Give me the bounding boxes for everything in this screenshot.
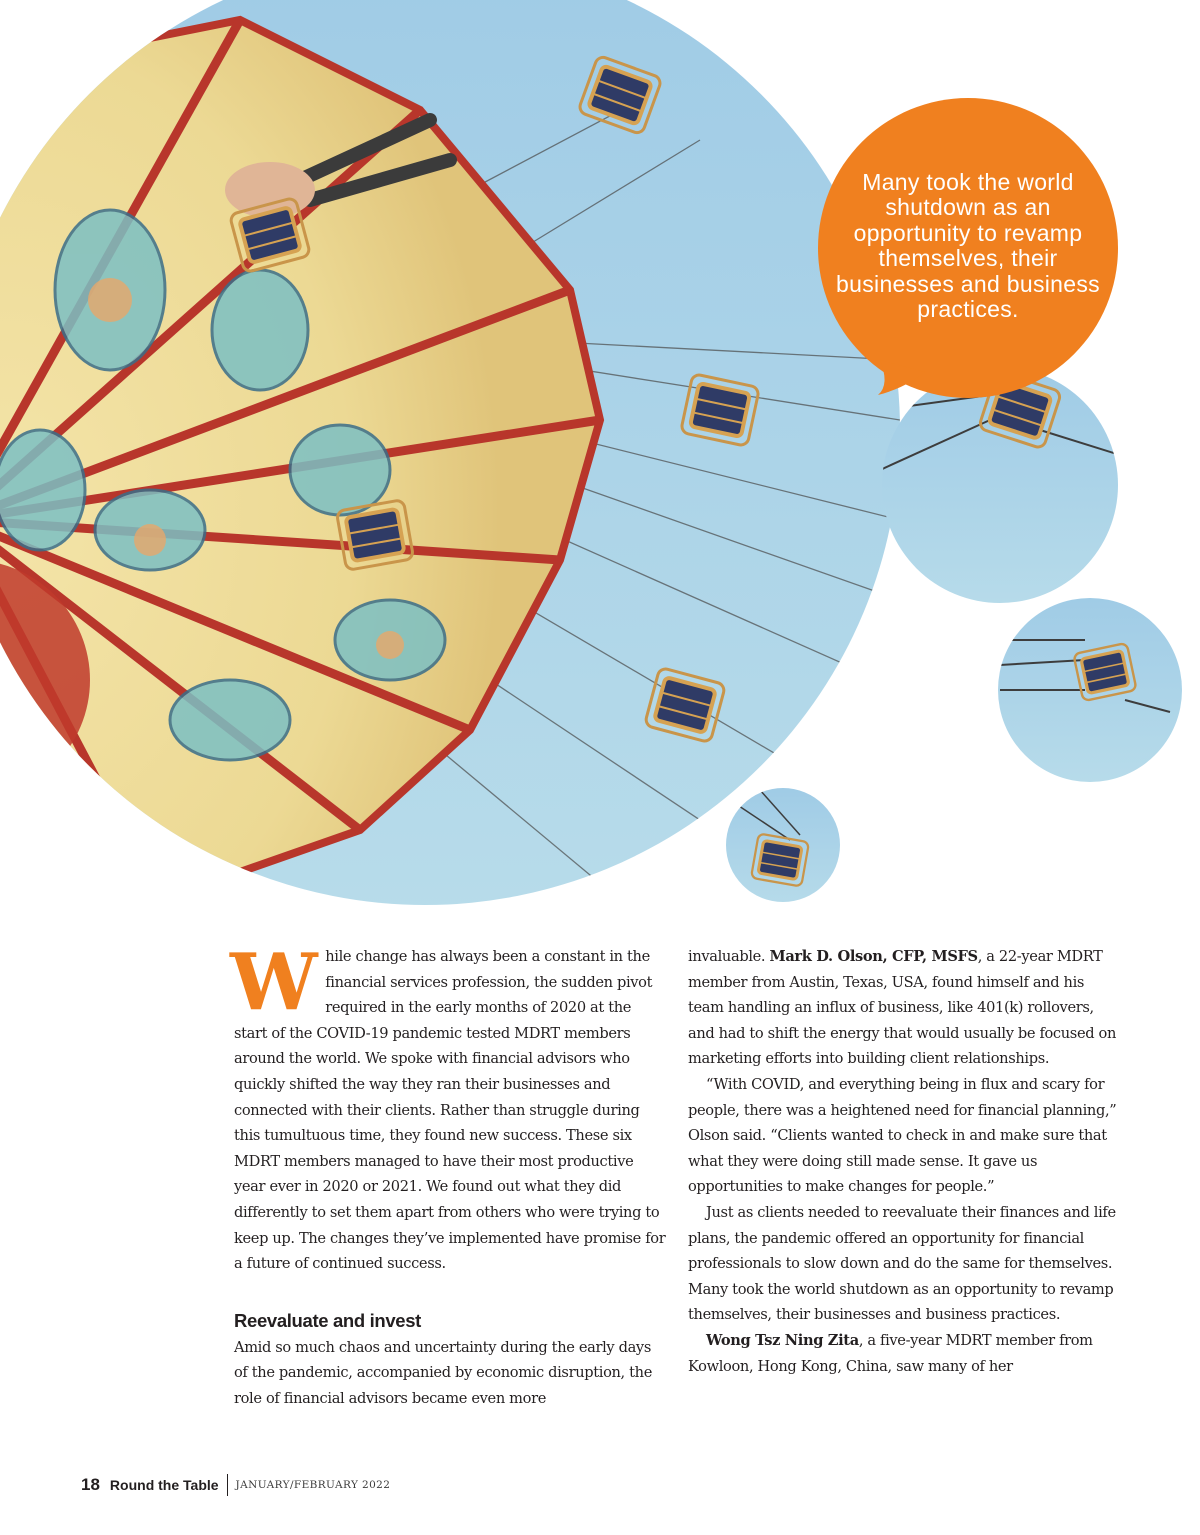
person-name-wong: Wong Tsz Ning Zita — [706, 1331, 859, 1349]
olson-paragraph — [688, 944, 1118, 1072]
section-heading: Reevaluate and invest — [234, 1309, 421, 1331]
intro-text: hile change has always been a constant in the financial services profession, the sudden pivot required in the early months of 2020 at the start of the COVID-19 pandemic tested MDRT members around the world. We spoke with financial advisors who quickly shifted the way they ran their businesses and connected with their clients. Rather than struggle during this tumultuous time, they found new success. These six MDRT members managed to have their most productive year ever in 2020 or 2021. We found out what they did differently to set them apart from others who were trying to keep up. The changes they’ve implemented have promise for a future of continued success. — [234, 948, 666, 1273]
medium-circle-photo — [870, 360, 1130, 620]
small-circle-photo — [990, 590, 1190, 790]
magazine-name: Round the Table — [109, 1477, 219, 1493]
pull-quote: Many took the world shutdown as an opportunity to revamp themselves, their businesses and business practices. — [836, 168, 1100, 322]
drop-cap: W — [230, 937, 318, 1028]
olson-paragraph-lead: invaluable. — [688, 948, 770, 965]
page-footer — [81, 1474, 390, 1496]
reevaluate-paragraph: Just as clients needed to reevaluate their finances and life plans, the pandemic offered an opportunity for financial professionals to slow down and do the same for themselves. Many took the world shutdown as an opportunity to revamp themselves, their businesses and business practices. — [688, 1203, 1116, 1324]
olson-quote-paragraph: “With COVID, and everything being in flux and scary for people, there was a heightened need for financial planning,” Olson said. “Clients wanted to check in and make sure that what they were doing still made sense. It gave us opportunities to make changes for people.” — [688, 1075, 1117, 1196]
page-number: 18 — [81, 1475, 100, 1494]
article-left-column — [230, 937, 666, 1412]
section-paragraph: Amid so much chaos and uncertainty during the early days of the pandemic, accompanied by economic disruption, the role of financial advisors became even more — [234, 1338, 652, 1407]
intro-paragraph — [230, 937, 666, 1277]
issue-date: JANUARY/FEBRUARY 2022 — [235, 1479, 391, 1491]
wong-paragraph — [688, 1328, 1118, 1379]
person-name-olson: Mark D. Olson, CFP, MSFS — [769, 948, 978, 965]
article-right-column — [688, 944, 1118, 1379]
footer-divider — [227, 1474, 228, 1496]
big-circle-photo — [0, 0, 940, 905]
tiny-circle-photo — [720, 785, 850, 905]
wong-paragraph-rest: , a five-year MDRT member from Kowloon, Hong Kong, China, saw many of her — [688, 1331, 1093, 1375]
olson-paragraph-rest: , a 22-year MDRT member from Austin, Texas, USA, found himself and his team handling an influx of business, like 401(k) rollovers, and had to shift the energy that would usually be focused on marketing efforts into building client relationships. — [688, 948, 1116, 1068]
